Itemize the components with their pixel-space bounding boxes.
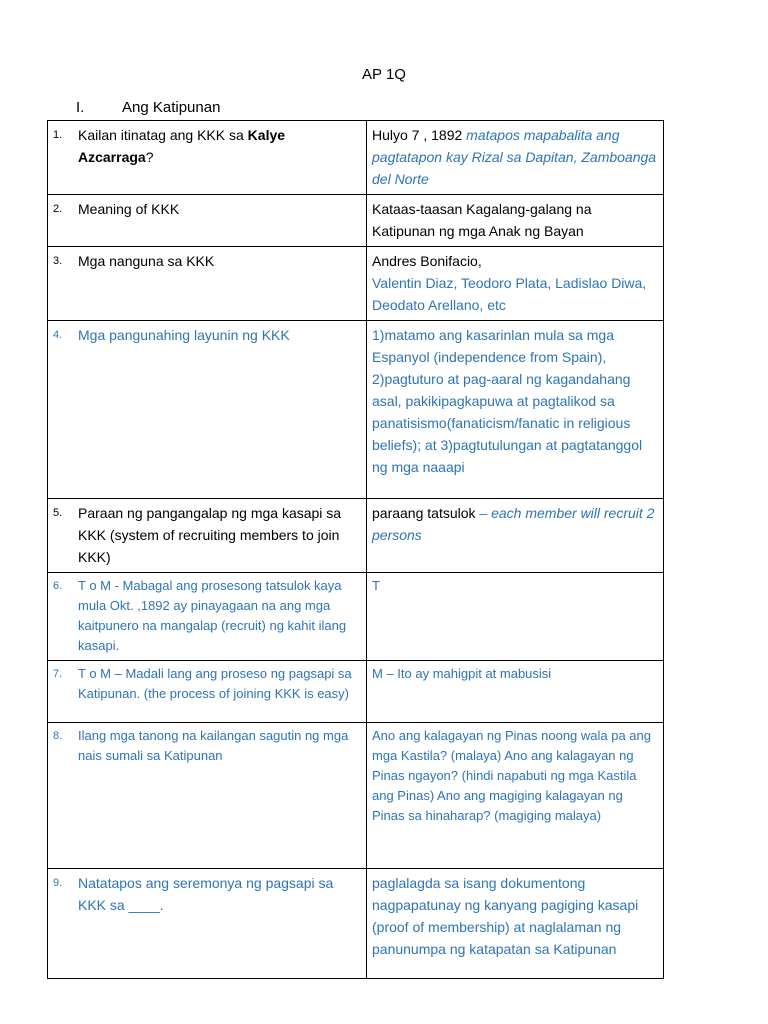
row-number: 8. bbox=[53, 730, 63, 742]
row-number: 9. bbox=[53, 877, 63, 889]
answer-cell bbox=[367, 121, 664, 195]
answer-cell: Ano ang kalagayan ng Pinas noong wala pa ang mga Kastila? (malaya) Ano ang kalagayan ng Pinas ngayon? (hindi napabuti ng mga Kastila ang Pinas) Ano ang magiging kalagayan ng Pinas sa hinaharap? (magiging malaya) bbox=[367, 723, 664, 869]
question-cell bbox=[48, 321, 367, 499]
question-cell bbox=[48, 661, 367, 723]
answer-note: matapos mapabalita ang pagtatapon kay Rizal sa Dapitan, Zamboanga del Norte bbox=[372, 127, 657, 187]
table-row bbox=[48, 723, 664, 869]
answer-note: – each member will recruit 2 persons bbox=[372, 505, 655, 543]
question-cell bbox=[48, 121, 367, 195]
table-row bbox=[48, 321, 664, 499]
question-text: Natatapos ang seremonya ng pagsapi sa KKK sa ____. bbox=[78, 875, 334, 913]
question-text: Mga nanguna sa KKK bbox=[78, 253, 215, 269]
answer-cell: T bbox=[367, 573, 664, 661]
row-number: 4. bbox=[53, 329, 63, 341]
question-text-end: ? bbox=[145, 149, 154, 165]
question-cell bbox=[48, 499, 367, 573]
table-row bbox=[48, 573, 664, 661]
table-row bbox=[48, 869, 664, 979]
row-number: 2. bbox=[53, 203, 63, 215]
answer-cell bbox=[367, 499, 664, 573]
answer-cell bbox=[367, 247, 664, 321]
answer-cell: 1)matamo ang kasarinlan mula sa mga Espanyol (independence from Spain), 2)pagtuturo at pag-aaral ng kagandahang asal, pakikipagkapuwa at pagtalikod sa panatisismo(fanaticism/fanatic in religious beliefs); at 3)pagtutulungan at pagtatanggol ng mga naaapi bbox=[367, 321, 664, 499]
question-text-bold: Kalye Azcarraga bbox=[78, 127, 286, 165]
question-cell bbox=[48, 247, 367, 321]
question-cell bbox=[48, 723, 367, 869]
answer-cell: paglalagda sa isang dokumentong nagpapatunay ng kanyang pagiging kasapi (proof of membership) at naglalaman ng panunumpa ng katapatan sa Katipunan bbox=[367, 869, 664, 979]
answer-cell: M – Ito ay mahigpit at mabusisi bbox=[367, 661, 664, 723]
row-number: 1. bbox=[53, 129, 63, 141]
question-cell bbox=[48, 573, 367, 661]
row-number: 3. bbox=[53, 255, 63, 267]
row-number: 6. bbox=[53, 580, 63, 592]
question-text: Paraan ng pangangalap ng mga kasapi sa KKK (system of recruiting members to join KKK) bbox=[78, 505, 342, 565]
question-text-plain: Kailan itinatag ang KKK sa bbox=[78, 127, 248, 143]
answer-text: paraang tatsulok bbox=[372, 505, 480, 521]
row-number: 7. bbox=[53, 668, 63, 680]
qa-table bbox=[47, 120, 664, 979]
answer-text: Hulyo 7 , 1892 bbox=[372, 127, 467, 143]
section-number: I. bbox=[76, 99, 85, 116]
answer-text: Andres Bonifacio, bbox=[372, 253, 482, 269]
answer-note: Valentin Diaz, Teodoro Plata, Ladislao Diwa, Deodato Arellano, etc bbox=[372, 275, 647, 313]
question-cell bbox=[48, 195, 367, 247]
question-cell bbox=[48, 869, 367, 979]
table-row bbox=[48, 121, 664, 195]
question-text: Meaning of KKK bbox=[78, 201, 180, 217]
page-title: AP 1Q bbox=[362, 66, 406, 83]
question-text: Ilang mga tanong na kailangan sagutin ng mga nais sumali sa Katipunan bbox=[78, 728, 349, 763]
table-row bbox=[48, 661, 664, 723]
answer-cell: Kataas-taasan Kagalang-galang na Katipunan ng mga Anak ng Bayan bbox=[367, 195, 664, 247]
section-heading bbox=[76, 99, 220, 116]
table-row bbox=[48, 195, 664, 247]
question-text: T o M - Mabagal ang prosesong tatsulok kaya mula Okt. ,1892 ay pinayagaan na ang mga kaitpunero na mangalap (recruit) ng kahit ilang kasapi. bbox=[78, 578, 347, 653]
question-text: Mga pangunahing layunin ng KKK bbox=[78, 327, 290, 343]
question-text: T o M – Madali lang ang proseso ng pagsapi sa Katipunan. (the process of joining KKK is easy) bbox=[78, 666, 352, 701]
table-row bbox=[48, 499, 664, 573]
table-row bbox=[48, 247, 664, 321]
row-number: 5. bbox=[53, 507, 63, 519]
question-text bbox=[78, 124, 354, 168]
section-title: Ang Katipunan bbox=[122, 99, 221, 116]
